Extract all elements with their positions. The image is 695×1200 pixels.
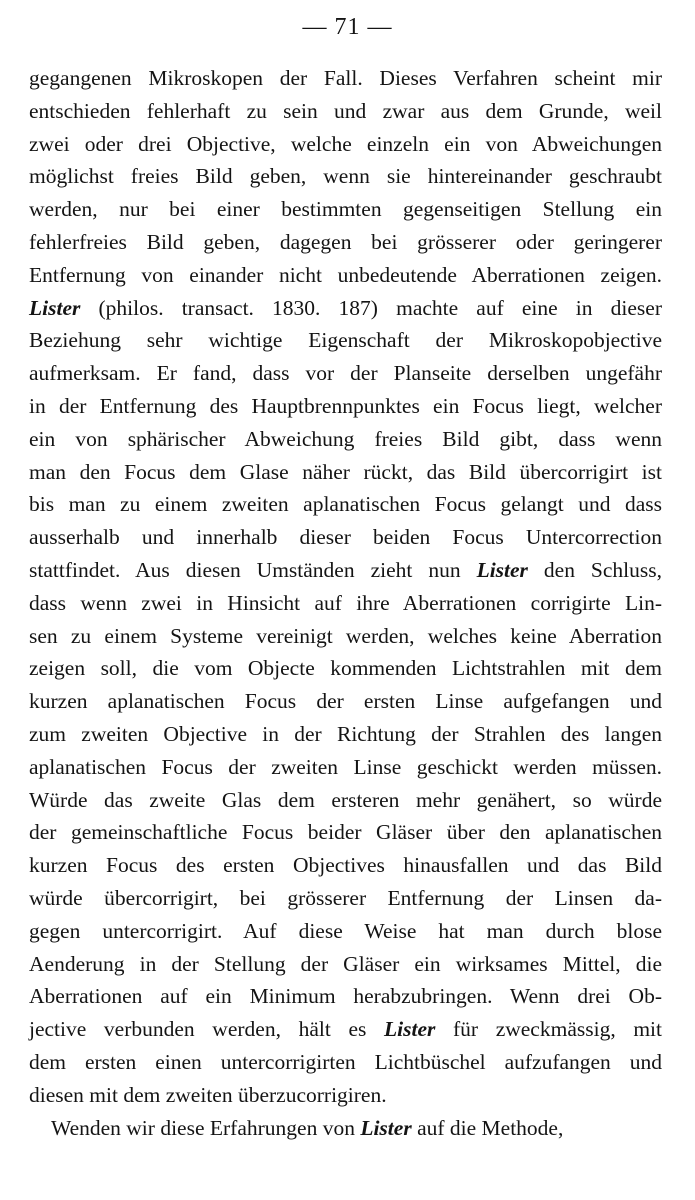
author-name: Lister [360,1115,412,1140]
text-run: werden, nur bei einer bestimmten gegenseitigen Stellung ein [29,197,662,222]
text-line [29,160,662,193]
text-run: in der Entfernung des Hauptbrennpunktes ein Focus liegt, welcher [29,393,662,418]
body-text [29,62,662,1144]
text-line [29,620,662,653]
text-run: zeigen soll, die vom Objecte kommenden Lichtstrahlen mit dem [29,656,662,681]
text-run: (philos. transact. 1830. 187) machte auf eine in dieser [80,295,662,320]
text-line [29,259,662,292]
text-line [29,95,662,128]
text-run: fehlerfreies Bild geben, dagegen bei grösserer oder geringerer [29,229,662,254]
text-line [29,488,662,521]
text-line [29,948,662,981]
paragraph [29,1112,662,1145]
text-run: man den Focus dem Glase näher rückt, das Bild übercorrigirt ist [29,459,662,484]
text-run: Entfernung von einander nicht unbedeutende Aberrationen zeigen. [29,262,662,287]
text-run: zwei oder drei Objective, welche einzeln ein von Abweichungen [29,131,662,156]
paragraph [29,62,662,1112]
text-run: gegangenen Mikroskopen der Fall. Dieses Verfahren scheint mir [29,66,662,90]
text-run: kurzen Focus des ersten Objectives hinausfallen und das Bild [29,853,662,878]
text-line [29,915,662,948]
text-line [29,521,662,554]
text-run: möglichst freies Bild geben, wenn sie hintereinander geschraubt [29,164,662,189]
text-line [29,784,662,817]
text-line [29,62,662,95]
text-run: für zweckmässig, mit [435,1017,662,1042]
text-run: ein von sphärischer Abweichung freies Bild gibt, dass wenn [29,426,662,451]
text-run: Aenderung in der Stellung der Gläser ein wirksames Mittel, die [29,951,662,976]
text-run: zum zweiten Objective in der Richtung der Strahlen des langen [29,721,662,746]
text-run: aplanatischen Focus der zweiten Linse geschickt werden müssen. [29,754,662,779]
text-run: sen zu einem Systeme vereinigt werden, welches keine Aberration [29,623,662,648]
text-line [29,128,662,161]
text-line [29,456,662,489]
text-line [29,751,662,784]
text-run: Beziehung sehr wichtige Eigenschaft der Mikroskopobjective [29,328,662,353]
text-run: ausserhalb und innerhalb dieser beiden Focus Untercorrection [29,525,662,550]
text-line [29,324,662,357]
text-line [29,193,662,226]
text-run: Aberrationen auf ein Minimum herabzubringen. Wenn drei Ob- [29,984,662,1009]
text-run: würde übercorrigirt, bei grösserer Entfernung der Linsen da- [29,885,662,910]
text-line [29,1046,662,1079]
text-line [29,226,662,259]
text-run: Wenden wir diese Erfahrungen von [51,1115,361,1140]
text-line [29,652,662,685]
text-line [29,1013,662,1046]
text-run: gegen untercorrigirt. Auf diese Weise hat man durch blose [29,918,662,943]
text-line [29,390,662,423]
text-line [29,882,662,915]
page-number: — 71 — [302,14,393,40]
text-line [29,980,662,1013]
text-run: jective verbunden werden, hält es [29,1017,384,1042]
author-name: Lister [29,295,81,320]
text-line [29,718,662,751]
text-line [29,1112,662,1145]
text-run: der gemeinschaftliche Focus beider Gläser über den aplanatischen [29,820,662,845]
author-name: Lister [476,557,528,582]
text-run: dass wenn zwei in Hinsicht auf ihre Aberrationen corrigirte Lin- [29,590,662,615]
text-run: diesen mit dem zweiten überzucorrigiren. [29,1082,387,1107]
author-name: Lister [384,1017,436,1042]
text-line [29,816,662,849]
text-run: bis man zu einem zweiten aplanatischen Focus gelangt und dass [29,492,662,517]
text-run: aufmerksam. Er fand, dass vor der Planseite derselben ungefähr [29,361,662,386]
text-run: auf die Methode, [411,1115,564,1140]
text-run: den Schluss, [527,557,662,582]
text-line [29,849,662,882]
text-line [29,357,662,390]
text-line [29,587,662,620]
text-run: entschieden fehlerhaft zu sein und zwar aus dem Grunde, weil [29,98,662,123]
text-run: kurzen aplanatischen Focus der ersten Linse aufgefangen und [29,689,662,714]
text-line [29,685,662,718]
text-run: stattfindet. Aus diesen Umständen zieht nun [29,557,477,582]
text-run: dem ersten einen untercorrigirten Lichtbüschel aufzufangen und [29,1049,662,1074]
text-line [29,554,662,587]
text-run: Würde das zweite Glas dem ersteren mehr genähert, so würde [29,787,662,812]
text-line [29,423,662,456]
text-line [29,292,662,325]
text-line [29,1079,662,1112]
